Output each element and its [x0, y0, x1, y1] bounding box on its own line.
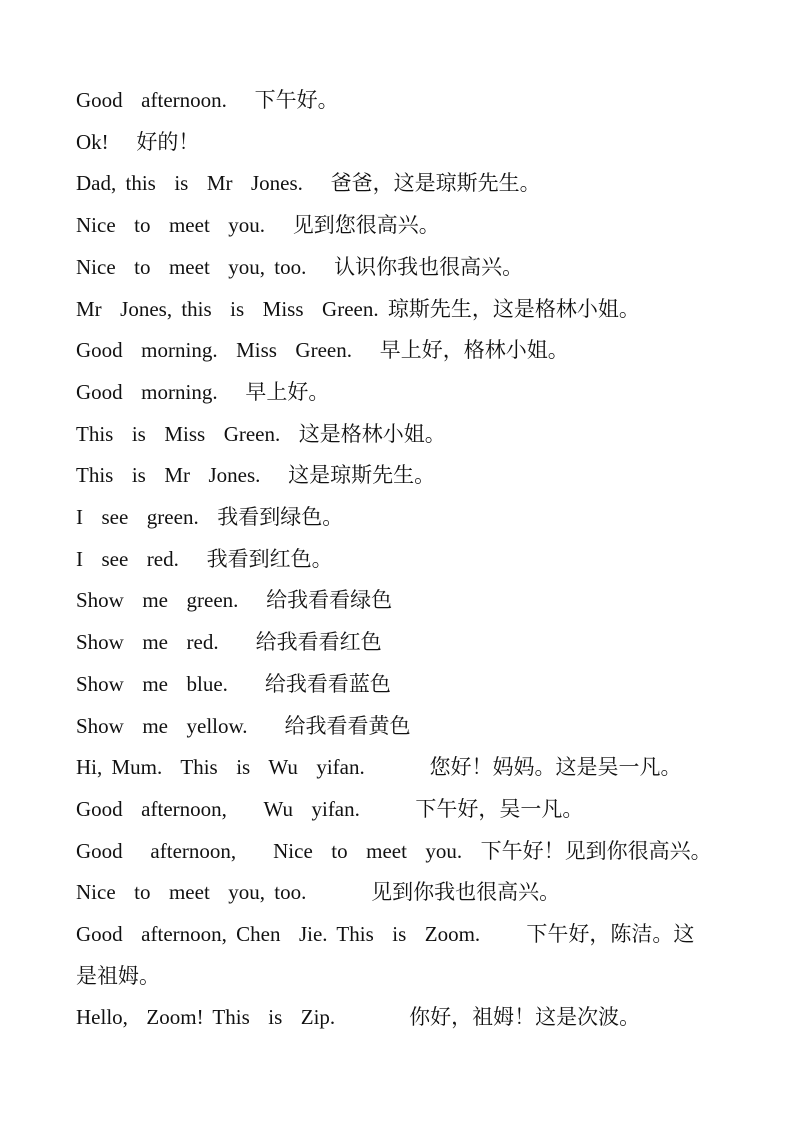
text-line: Good afternoon. 下午好。: [76, 88, 339, 112]
text-line: Hello, Zoom! This is Zip. 你好，祖姆！这是次波。: [76, 1005, 641, 1030]
text-line: Show me yellow. 给我看看黄色: [76, 713, 411, 738]
text-line: 是祖姆。: [76, 963, 160, 988]
dialogue-lines: [76, 80, 736, 1039]
text-line: Show me blue. 给我看看蓝色: [76, 671, 391, 696]
text-line: Dad, this is Mr Jones. 爸爸，这是琼斯先生。: [76, 171, 541, 196]
text-line: Good afternoon, Nice to meet you. 下午好！见到你很高兴。: [76, 838, 712, 863]
text-line: This is Miss Green. 这是格林小姐。: [76, 421, 446, 446]
text-line: Good afternoon, Chen Jie. This is Zoom. 下午好，陈洁。这: [76, 922, 695, 947]
text-line: Nice to meet you, too. 见到你我也很高兴。: [76, 880, 561, 905]
text-line: Nice to meet you, too. 认识你我也很高兴。: [76, 254, 524, 279]
text-line: I see red. 我看到红色。: [76, 546, 333, 571]
text-line: Good morning. 早上好。: [76, 379, 330, 404]
text-line: I see green. 我看到绿色。: [76, 505, 344, 530]
text-line: Show me red. 给我看看红色: [76, 630, 382, 655]
text-line: Good morning. Miss Green. 早上好，格林小姐。: [76, 338, 569, 363]
text-line: Nice to meet you. 见到您很高兴。: [76, 213, 440, 238]
text-line: Hi, Mum. This is Wu yifan. 您好！妈妈。这是吴一凡。: [76, 755, 682, 780]
text-line: Mr Jones, this is Miss Green. 琼斯先生，这是格林小姐。: [76, 296, 640, 321]
text-line: Show me green. 给我看看绿色: [76, 588, 393, 613]
text-line: This is Mr Jones. 这是琼斯先生。: [76, 463, 436, 488]
text-line: Good afternoon, Wu yifan. 下午好，吴一凡。: [76, 796, 584, 821]
text-line: Ok! 好的！: [76, 129, 200, 154]
